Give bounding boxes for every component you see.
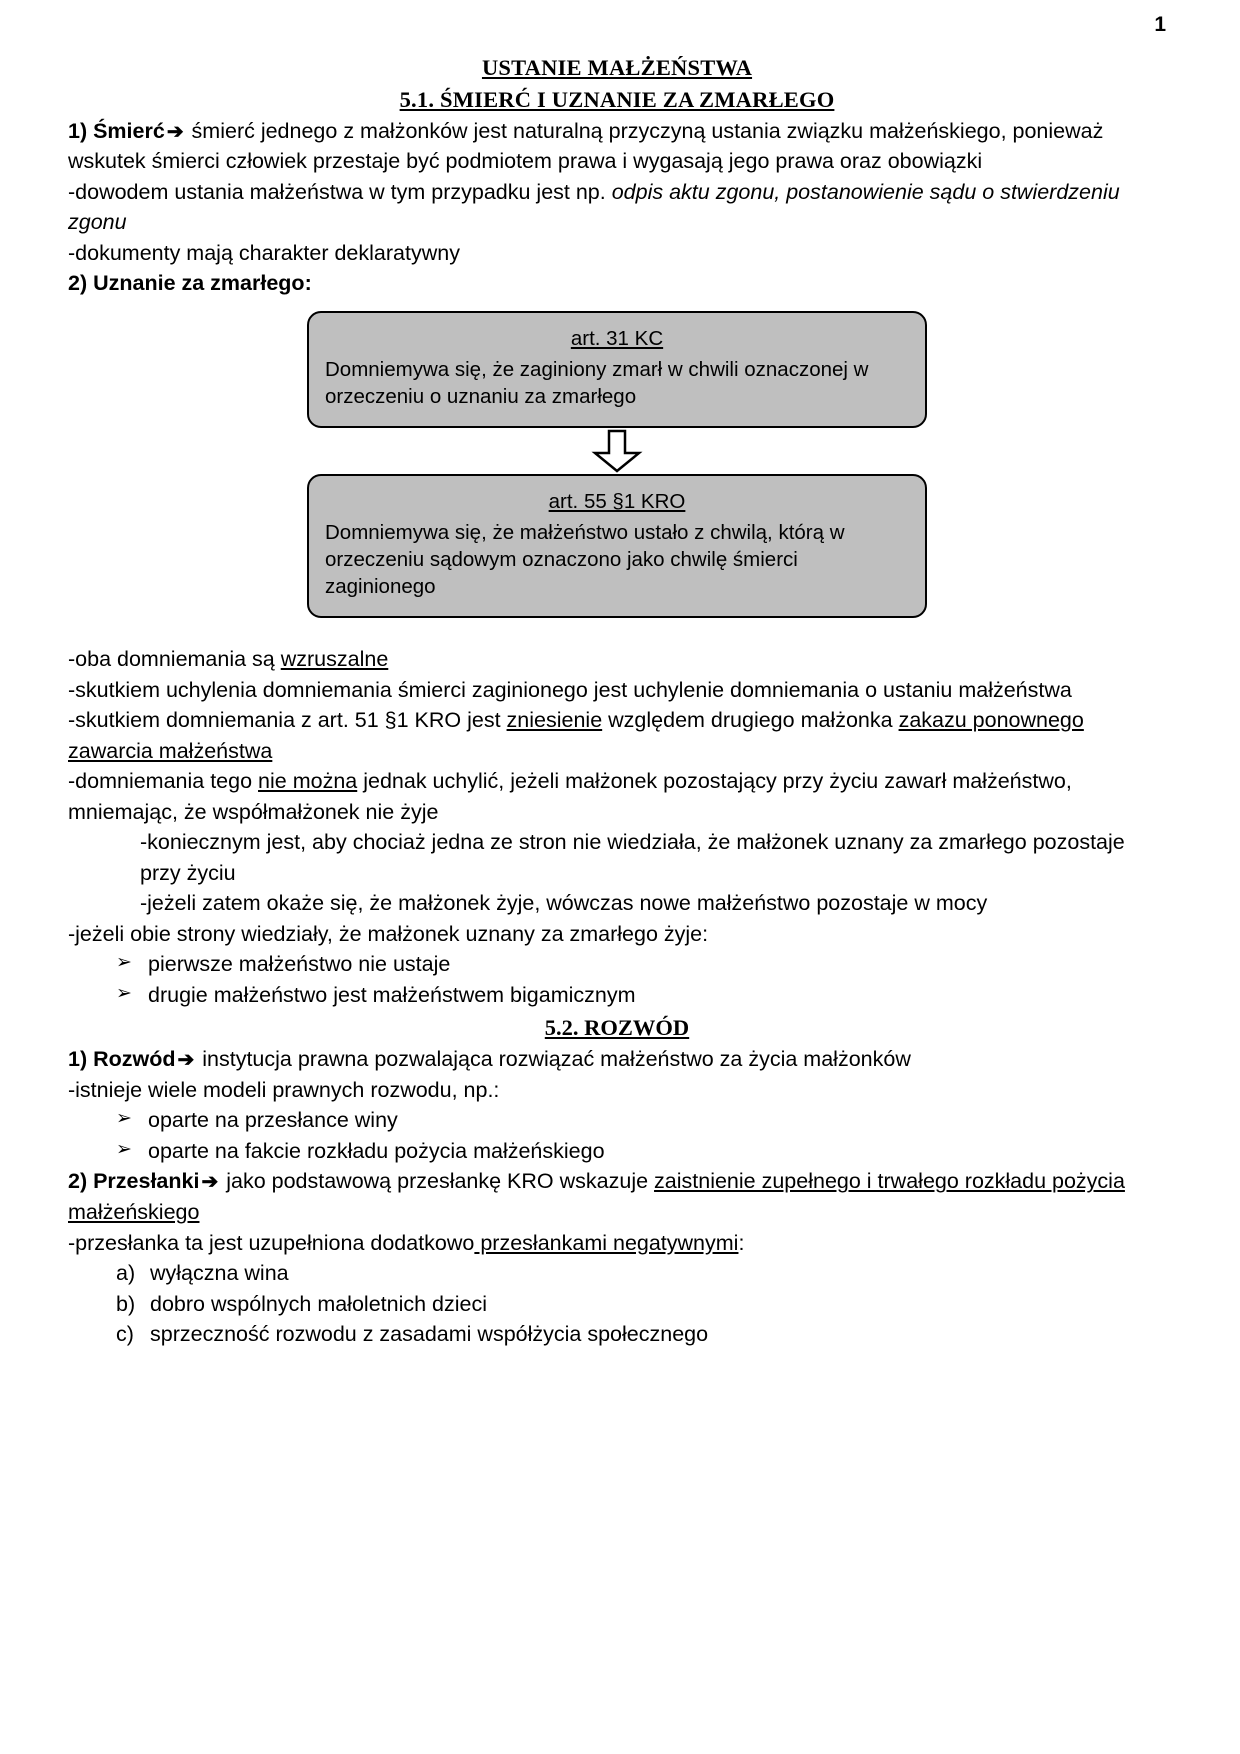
list-item-label: pierwsze małżeństwo nie ustaje xyxy=(148,952,451,977)
list-item-marker: b) xyxy=(116,1291,136,1316)
flow-box-1-title: art. 31 KC xyxy=(570,326,664,350)
list-item xyxy=(68,949,1166,980)
paragraph-rozwod-dash-1: -istnieje wiele modeli prawnych rozwodu, np.: xyxy=(68,1077,500,1102)
list-item-marker: c) xyxy=(116,1322,134,1347)
paragraph-dash-1 xyxy=(68,177,1166,238)
list-item xyxy=(68,1319,1166,1350)
arrow-icon: ➔ xyxy=(201,1171,219,1194)
paragraph-rozwod-point-2 xyxy=(68,1166,1166,1227)
list-item xyxy=(68,1105,1166,1136)
bullet-arrow-icon: ➢ xyxy=(116,1107,132,1130)
bullet-list-rozwod xyxy=(68,1105,1166,1166)
flow-box-art-55-kro xyxy=(307,474,927,618)
alpha-list-przeslanki xyxy=(68,1258,1166,1350)
bullet-arrow-icon: ➢ xyxy=(116,981,132,1004)
after-flow-3-text-a: -skutkiem domniemania z art. 51 §1 KRO jest xyxy=(68,708,507,733)
after-flow-1-text: -oba domniemania są xyxy=(68,647,281,672)
after-flow-3-text-b: względem drugiego małżonka xyxy=(602,708,899,733)
paragraph-after-flow-2: -skutkiem uchylenia domniemania śmierci zaginionego jest uchylenie domniemania o ustaniu małżeństwa xyxy=(68,677,1072,702)
point-1-label: 1) Śmierć xyxy=(68,118,165,143)
paragraph-after-flow-1 xyxy=(68,644,1166,675)
paragraph-rozwod-dash-2 xyxy=(68,1228,1166,1259)
flowchart xyxy=(68,311,1166,618)
list-item xyxy=(68,1289,1166,1320)
bullet-arrow-icon: ➢ xyxy=(116,1137,132,1160)
rozwod-dash-2-text-b: : xyxy=(738,1230,745,1255)
list-item xyxy=(68,1136,1166,1167)
paragraph-rozwod-point-1 xyxy=(68,1044,1166,1075)
list-item-label: wyłączna wina xyxy=(150,1261,289,1286)
paragraph-point-1 xyxy=(68,116,1166,177)
page-number: 1 xyxy=(1154,13,1166,36)
paragraph-point-2: 2) Uznanie za zmarłego: xyxy=(68,271,312,296)
page-title: USTANIE MAŁŻEŃSTWA xyxy=(481,55,753,80)
after-flow-4-text-a: -domniemania tego xyxy=(68,769,259,794)
list-item xyxy=(68,980,1166,1011)
paragraph-sub-1: -koniecznym jest, aby chociaż jedna ze stron nie wiedziała, że małżonek uznany za zmarłego pozostaje przy życiu xyxy=(140,830,1125,885)
list-item-label: oparte na fakcie rozkładu pożycia małżeńskiego xyxy=(148,1138,605,1163)
rozwod-dash-2-text-a: -przesłanka ta jest uzupełniona dodatkowo xyxy=(68,1230,475,1255)
after-flow-3-underlined-1: zniesienie xyxy=(506,708,603,733)
rozwod-dash-2-underlined: przesłankami negatywnymi xyxy=(474,1230,739,1255)
list-item xyxy=(68,1258,1166,1289)
list-item-label: drugie małżeństwo jest małżeństwem bigamicznym xyxy=(148,982,636,1007)
list-item-label: oparte na przesłance winy xyxy=(148,1108,398,1133)
arrow-icon: ➔ xyxy=(177,1049,195,1072)
arrow-icon: ➔ xyxy=(166,120,184,143)
list-item-label: sprzeczność rozwodu z zasadami współżycia społecznego xyxy=(150,1322,709,1347)
list-item-marker: a) xyxy=(116,1261,136,1286)
after-flow-3-underlined-2: zakazu ponownego zawarcia małżeństwa xyxy=(68,708,1084,763)
flow-box-art-31-kc xyxy=(307,311,927,428)
after-flow-4-underlined: nie można xyxy=(258,769,358,794)
paragraph-dash-2: -dokumenty mają charakter deklaratywny xyxy=(68,240,460,265)
paragraph-sub-2: -jeżeli zatem okaże się, że małżonek żyje, wówczas nowe małżeństwo pozostaje w mocy xyxy=(140,891,988,916)
flow-box-2-body: Domniemywa się, że małżeństwo ustało z chwilą, którą w orzeczeniu sądowym oznaczono jako chwilę śmierci zaginionego xyxy=(325,521,845,599)
list-item-label: dobro wspólnych małoletnich dzieci xyxy=(150,1291,488,1316)
section-heading-rozwod: 5.2. ROZWÓD xyxy=(544,1015,690,1041)
rozwod-point-1-label: 1) Rozwód xyxy=(68,1047,176,1072)
rozwod-point-1-text: instytucja prawna pozwalająca rozwiązać małżeństwo za życia małżonków xyxy=(196,1047,911,1072)
bullet-arrow-icon: ➢ xyxy=(116,951,132,974)
after-flow-1-underlined: wzruszalne xyxy=(280,647,389,672)
dash-1-text: -dowodem ustania małżeństwa w tym przypadku jest np. xyxy=(68,179,612,204)
down-arrow-icon xyxy=(307,428,927,474)
rozwod-point-2-text: jako podstawową przesłankę KRO wskazuje xyxy=(220,1169,655,1194)
rozwod-point-2-label: 2) Przesłanki xyxy=(68,1169,200,1194)
after-flow-4-text-b: jednak uchylić, jeżeli małżonek pozostający przy życiu zawarł małżeństwo, mniemając, że współmałżonek nie żyje xyxy=(68,769,1072,824)
flow-box-1-body: Domniemywa się, że zaginiony zmarł w chwili oznaczonej w orzeczeniu o uznaniu za zmarłego xyxy=(325,358,869,409)
document-body xyxy=(68,18,1166,1350)
dash-1-italic: odpis aktu zgonu, postanowienie sądu o stwierdzeniu zgonu xyxy=(68,179,1120,235)
rozwod-point-2-underlined: zaistnienie zupełnego i trwałego rozkładu pożycia małżeńskiego xyxy=(68,1169,1125,1224)
bullet-list-death xyxy=(68,949,1166,1010)
paragraph-after-flow-3 xyxy=(68,705,1166,766)
flow-box-2-title: art. 55 §1 KRO xyxy=(548,490,686,514)
section-subtitle: 5.1. ŚMIERĆ I UZNANIE ZA ZMARŁEGO xyxy=(399,86,835,112)
point-1-text: śmierć jednego z małżonków jest naturalną przyczyną ustania związku małżeńskiego, ponieważ wskutek śmierci człowiek przestaje być podmiotem prawa i wygasają jego prawa oraz obowiązki xyxy=(68,118,1104,174)
paragraph-after-flow-5: -jeżeli obie strony wiedziały, że małżonek uznany za zmarłego żyje: xyxy=(68,921,709,946)
paragraph-after-flow-4 xyxy=(68,766,1166,827)
